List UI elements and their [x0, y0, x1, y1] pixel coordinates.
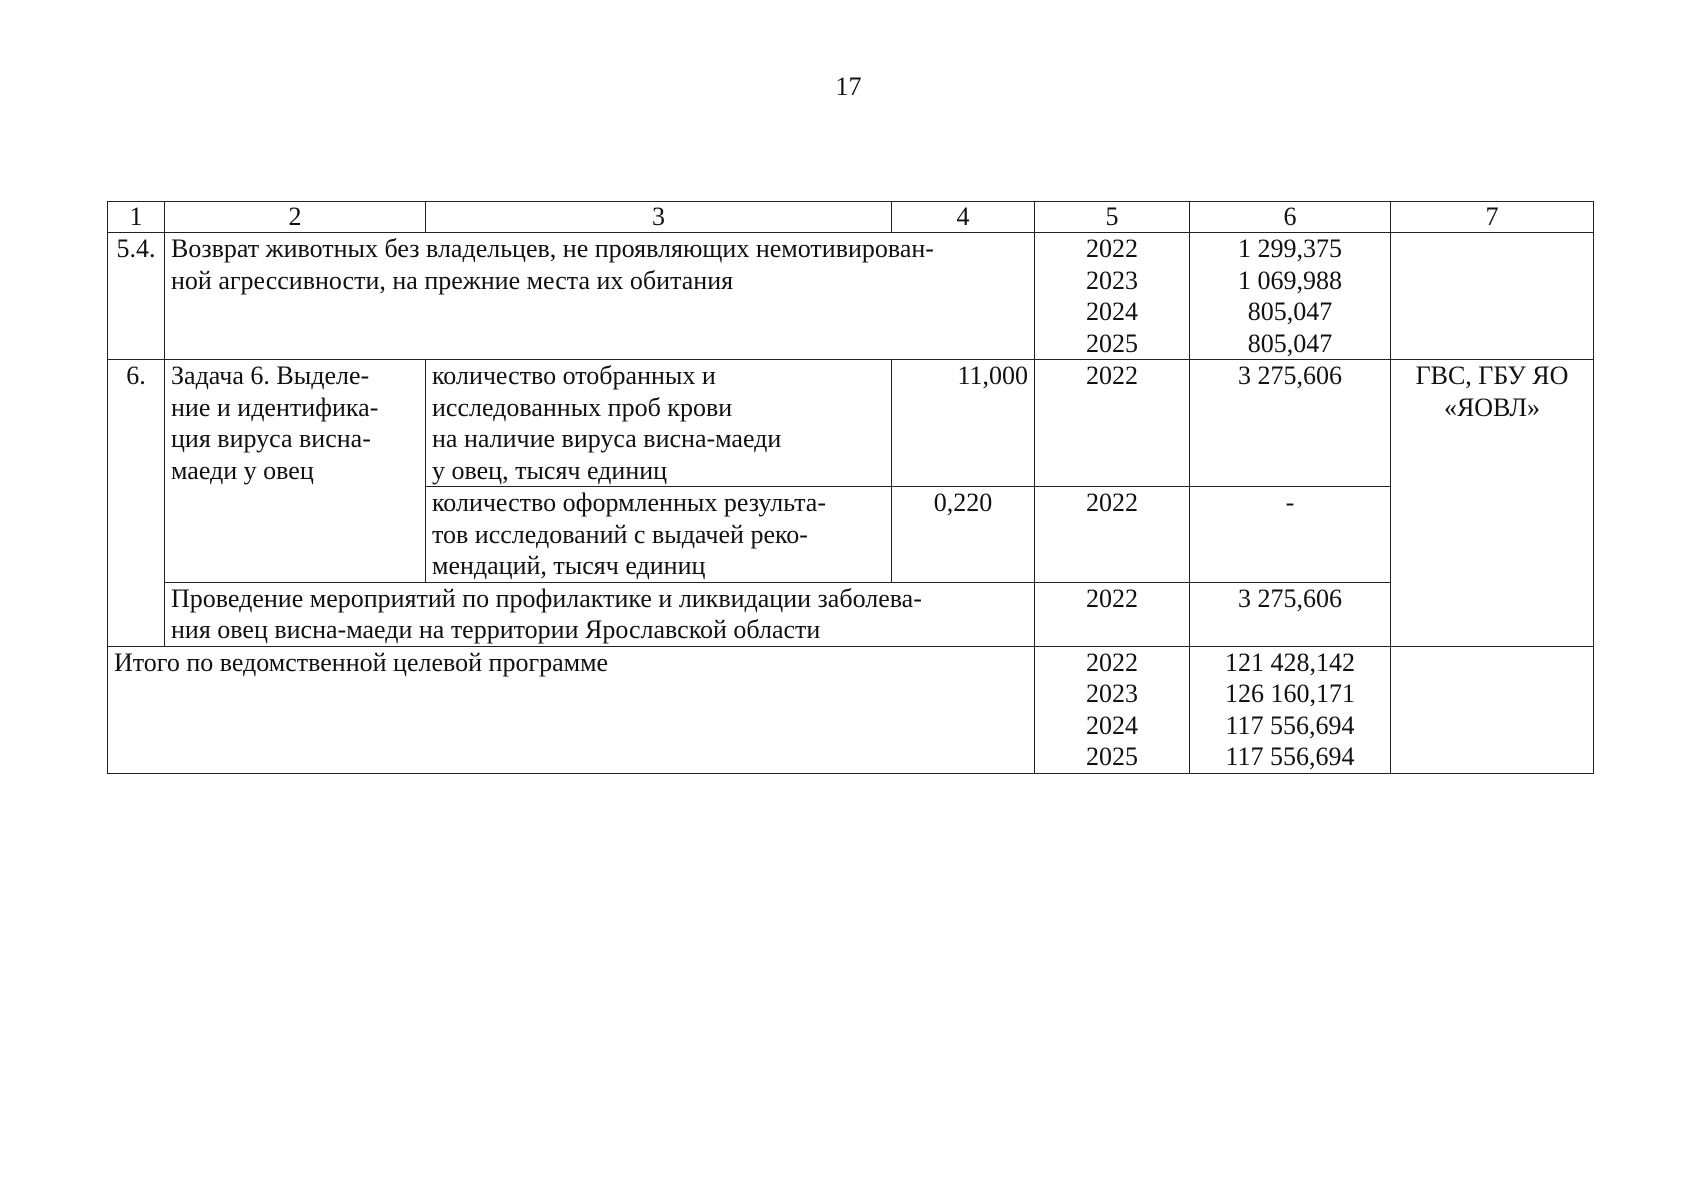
amount: 121 428,142	[1225, 647, 1355, 677]
text-line: «ЯОВЛ»	[1443, 392, 1541, 422]
year: 2023	[1086, 679, 1138, 708]
text-line: мендаций, тысяч единиц	[432, 551, 706, 580]
amount: 1 069,988	[1238, 265, 1342, 295]
amount: 117 556,694	[1225, 742, 1355, 771]
executor-cell	[1391, 233, 1594, 360]
total-label: Итого по ведомственной целевой программе	[108, 646, 1035, 773]
years-cell	[1035, 646, 1190, 773]
year: 2022	[1086, 234, 1138, 263]
year: 2022	[1035, 487, 1190, 583]
program-table	[107, 201, 1594, 774]
indicator-description	[426, 487, 892, 583]
amount: 805,047	[1247, 328, 1333, 358]
indicator-value: 0,220	[892, 487, 1035, 583]
amount: 117 556,694	[1225, 710, 1355, 740]
text-line: ция вируса висна-	[171, 424, 371, 453]
text-line: Возврат животных без владельцев, не проявляющих немотивирован-	[171, 234, 934, 263]
header-col-7: 7	[1391, 202, 1594, 233]
table-row-5-4	[108, 233, 1594, 360]
executor-cell	[1391, 360, 1594, 647]
text-line: количество оформленных результа-	[432, 488, 826, 517]
text-line: Проведение мероприятий по профилактике и ликвидации заболева-	[171, 583, 922, 613]
text-line: ГВС, ГБУ ЯО	[1415, 361, 1569, 390]
year: 2022	[1086, 647, 1138, 677]
header-col-5: 5	[1035, 202, 1190, 233]
header-col-2: 2	[165, 202, 426, 233]
text-line: у овец, тысяч единиц	[432, 455, 668, 485]
year: 2022	[1035, 360, 1190, 487]
text-line: на наличие вируса висна-маеди	[432, 424, 782, 453]
indicator-description	[426, 360, 892, 487]
amount: 1 299,375	[1238, 234, 1342, 263]
amount: -	[1190, 487, 1391, 583]
text-line: ния овец висна-маеди на территории Ярославской области	[171, 615, 821, 644]
executor-cell	[1391, 646, 1594, 773]
text-line: исследованных проб крови	[432, 392, 733, 422]
header-row	[108, 202, 1594, 233]
amount: 126 160,171	[1225, 679, 1355, 708]
year: 2024	[1086, 297, 1138, 326]
amounts-cell	[1190, 233, 1391, 360]
text-line: количество отобранных и	[432, 361, 716, 390]
activity-description	[165, 582, 1035, 646]
text-line: ной агрессивности, на прежние места их обитания	[171, 265, 734, 295]
table-row-6-indicator-1	[108, 360, 1594, 487]
year: 2023	[1086, 265, 1138, 295]
text-line: тов исследований с выдачей реко-	[432, 519, 808, 549]
task-description	[165, 360, 426, 583]
header-col-4: 4	[892, 202, 1035, 233]
years-cell	[1035, 233, 1190, 360]
table-row-total	[108, 646, 1594, 773]
indicator-value: 11,000	[892, 360, 1035, 487]
header-col-6: 6	[1190, 202, 1391, 233]
year: 2024	[1086, 710, 1138, 740]
header-col-1: 1	[108, 202, 165, 233]
amount: 805,047	[1247, 297, 1333, 326]
amounts-cell	[1190, 646, 1391, 773]
table-row-6-activity	[108, 582, 1594, 646]
header-col-3: 3	[426, 202, 892, 233]
text-line: Задача 6. Выделе-	[171, 361, 370, 390]
row-number: 5.4.	[108, 233, 165, 360]
text-line: ние и идентифика-	[171, 392, 379, 422]
amount: 3 275,606	[1190, 360, 1391, 487]
year: 2025	[1086, 742, 1138, 771]
page-number: 17	[835, 72, 862, 101]
amount: 3 275,606	[1190, 582, 1391, 646]
activity-description	[165, 233, 1035, 360]
text-line: маеди у овец	[171, 455, 314, 485]
year: 2025	[1086, 328, 1138, 358]
year: 2022	[1035, 582, 1190, 646]
row-number: 6.	[108, 360, 165, 647]
